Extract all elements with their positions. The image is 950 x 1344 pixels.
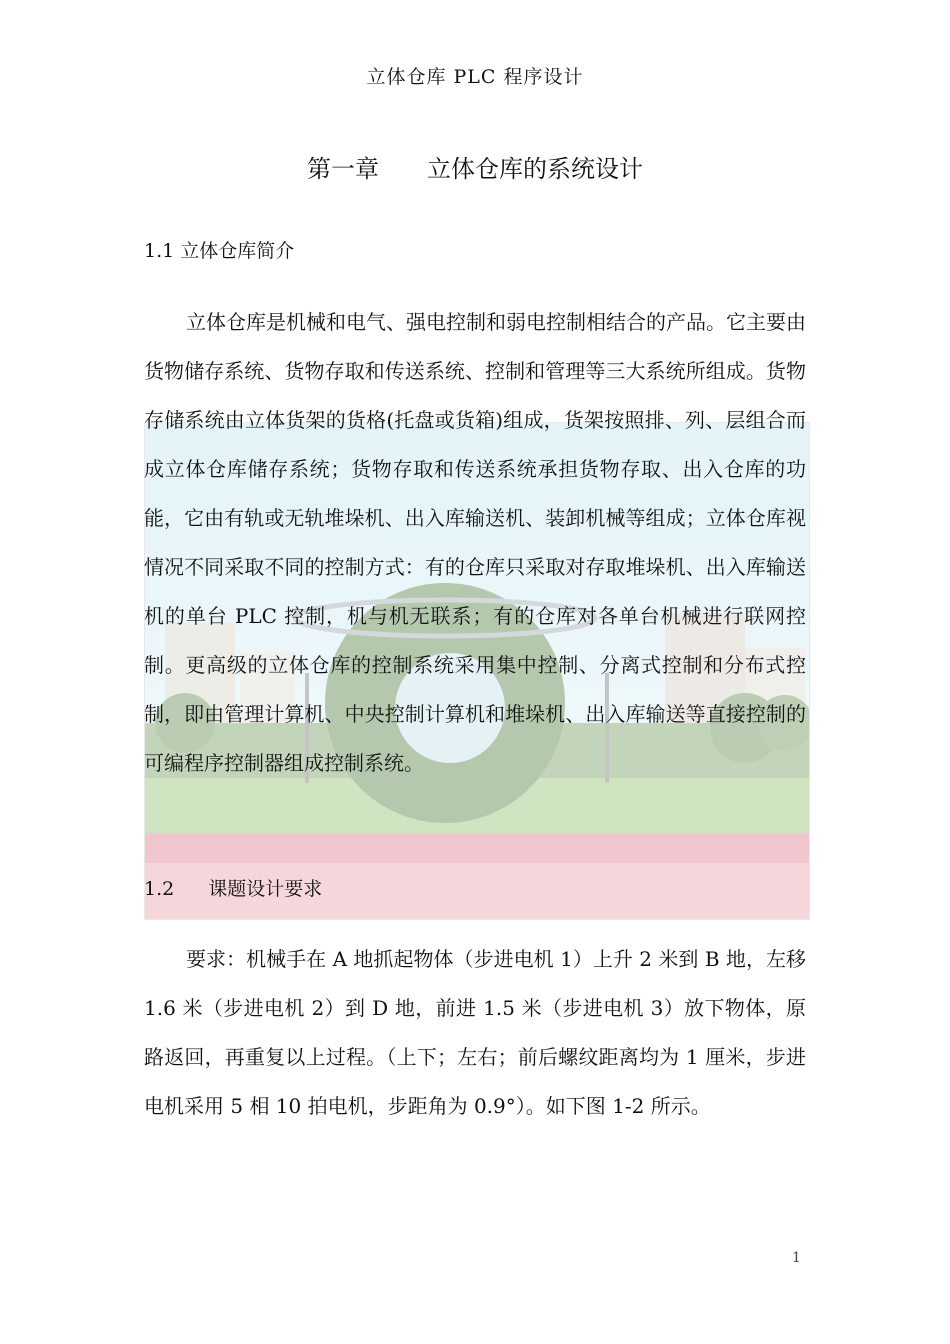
chapter-title: [0, 149, 950, 184]
section-heading-1-1: 1.1 立体仓库简介: [144, 240, 295, 262]
section-1-1-paragraph: 立体仓库是机械和电气、强电控制和弱电控制相结合的产品。它主要由货物储存系统、货物存取和传送系统、控制和管理等三大系统所组成。货物存储系统由立体货架的货格(托盘或货箱)组成，货架按照排、列、层组合而成立体仓库储存系统；货物存取和传送系统承担货物存取、出入仓库的功能，它由有轨或无轨堆垛机、出入库输送机、装卸机械等组成；立体仓库视情况不同采取不同的控制方式：有的仓库只采取对存取堆垛机、出入库输送机的单台 PLC 控制，机与机无联系；有的仓库对各单台机械进行联网控制。更高级的立体仓库的控制系统采用集中控制、分离式控制和分布式控制，即由管理计算机、中央控制计算机和堆垛机、出入库输送等直接控制的可编程序控制器组成控制系统。: [144, 310, 806, 775]
section-1-2-title: 课题设计要求: [208, 878, 323, 900]
page-number: 1: [792, 1250, 801, 1266]
chapter-name: 立体仓库的系统设计: [427, 155, 643, 183]
chapter-number: 第一章: [307, 155, 379, 183]
section-1-2-paragraph: 要求：机械手在 A 地抓起物体（步进电机 1）上升 2 米到 B 地，左移 1.6 米（步进电机 2）到 D 地，前进 1.5 米（步进电机 3）放下物体，原路返回，再重复以上过程。（上下；左右；前后螺纹距离均为 1 厘米，步进电机采用 5 相 10 拍电机，步距角为 0.9°）。如下图 1-2 所示。: [144, 947, 806, 1118]
section-heading-1-2: [144, 874, 322, 901]
section-1-2-number: 1.2: [144, 878, 175, 900]
running-header: 立体仓库 PLC 程序设计: [366, 66, 584, 88]
